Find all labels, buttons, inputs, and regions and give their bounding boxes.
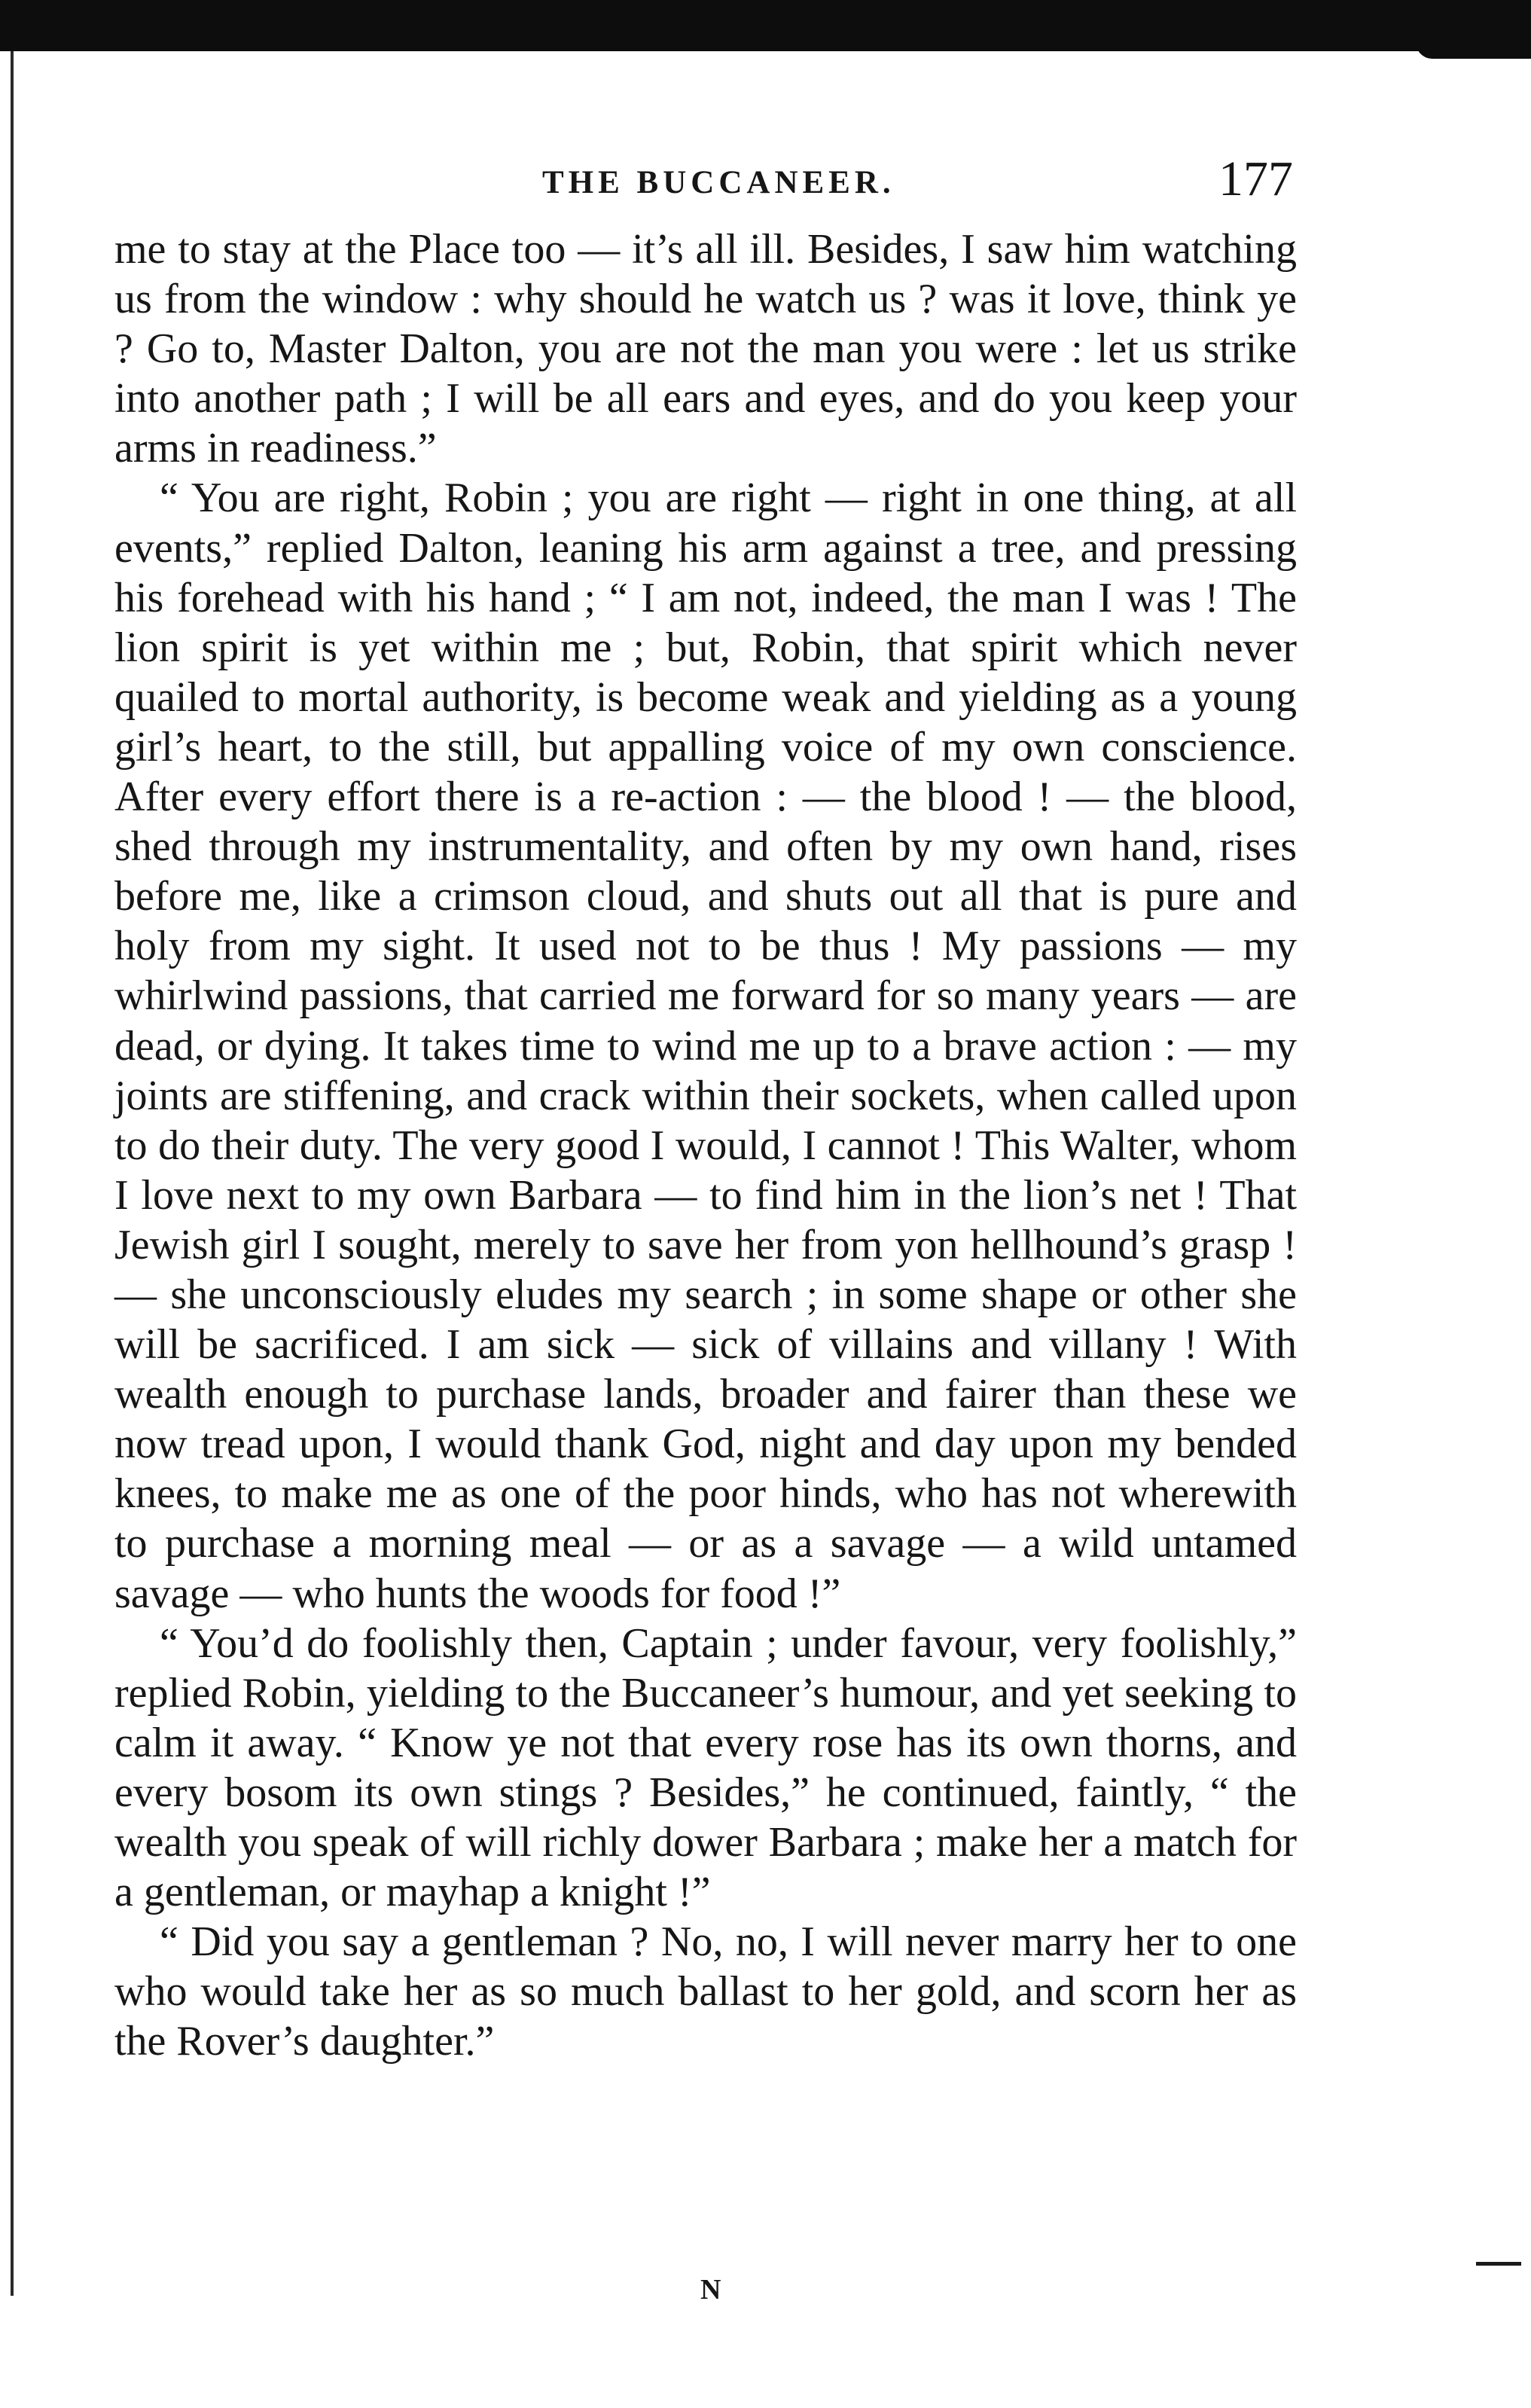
page-top-edge-notch xyxy=(1416,42,1531,59)
page-number: 177 xyxy=(1218,151,1293,206)
paragraph-2: “ You are right, Robin ; you are right — right in one thing, at all events,” replied Dalton, leaning his arm against a tree, and pressing his forehead with his hand ; “ I am not, indeed, the man I was ! The lion spirit is yet within me ; but, Robin, that spirit which never quailed to mortal authority, is become weak and yielding as a young girl’s heart, to the still, but appalling voice of my own conscience. After every effort there is a re-action : — the blood ! — the blood, shed through my instrumentality, and often by my own hand, rises before me, like a crimson cloud, and shuts out all that is pure and holy from my sight. It used not to be thus ! My passions — my whirlwind passions, that carried me forward for so many years — are dead, or dying. It takes time to wind me up to a brave action : — my joints are stiffening, and crack within their sockets, when called upon to do their duty. The very good I would, I cannot ! This Walter, whom I love next to my own Barbara — to find him in the lion’s net ! That Jewish girl I sought, merely to save her from yon hellhound’s grasp ! — she unconsciously eludes my search ; in some shape or other she will be sacrificed. I am sick — sick of villains and villany ! With wealth enough to purchase lands, broader and fairer than these we now tread upon, I would thank God, night and day upon my bended knees, to make me as one of the poor hinds, who has not wherewith to purchase a morning meal — or as a savage — a wild untamed savage — who hunts the woods for food !” xyxy=(114,475,1297,1617)
paragraph-3: “ You’d do foolishly then, Captain ; under favour, very foolishly,” replied Robin, yielding to the Buccaneer’s humour, and yet seeking to calm it away. “ Know ye not that every rose has its own thorns, and every bosom its own stings ? Besides,” he continued, faintly, “ the wealth you speak of will richly dower Barbara ; make her a match for a gentleman, or mayhap a knight !” xyxy=(114,1619,1297,1916)
paragraph-4: “ Did you say a gentleman ? No, no, I will never marry her to one who would take her as so much ballast to her gold, and scorn her as the Rover’s daughter.” xyxy=(114,1918,1297,2065)
paragraph-1: me to stay at the Place too — it’s all ill. Besides, I saw him watching us from the window : why should he watch us ? was it love, think ye ? Go to, Master Dalton, you are not the man you were : let us strike into another path ; I will be all ears and eyes, and do you keep your arms in readiness.” xyxy=(114,226,1297,472)
page-top-edge xyxy=(0,0,1531,51)
binding-edge-line xyxy=(11,51,14,2296)
running-title: THE BUCCANEER. xyxy=(542,165,895,200)
body-text xyxy=(114,224,1297,2066)
scan-artifact-mark xyxy=(1476,2262,1521,2266)
signature-mark: N xyxy=(700,2274,723,2306)
page-header xyxy=(0,151,1531,211)
